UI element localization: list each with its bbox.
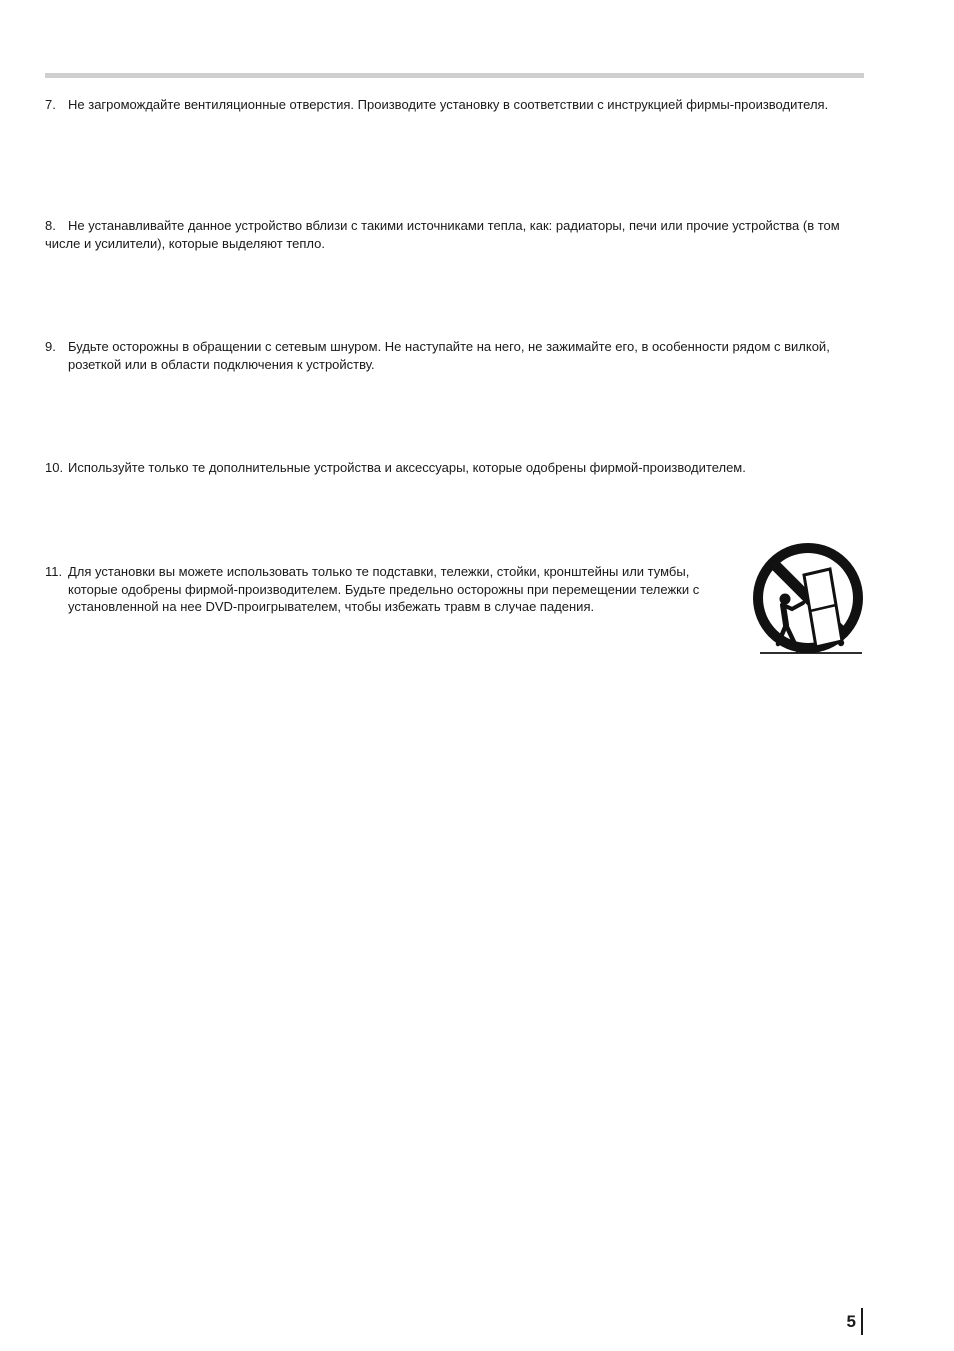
item-text: Будьте осторожны в обращении с сетевым шнуром. Не наступайте на него, не зажимайте его, в особенности рядом с вилкой, розеткой или в области подключения к устройству. — [68, 339, 830, 372]
instruction-item-9 — [45, 338, 865, 373]
item-number: 8. — [45, 218, 56, 233]
item-number: 10. — [45, 460, 64, 475]
instruction-item-8 — [45, 217, 845, 252]
header-divider — [45, 73, 864, 78]
page-number: 5 — [846, 1312, 856, 1331]
item-number: 9. — [45, 339, 56, 354]
instruction-item-10 — [45, 459, 865, 477]
page-number-divider — [861, 1308, 863, 1335]
item-text: Не устанавливайте данное устройство вблизи с такими источниками тепла, как: радиаторы, печи или прочие устройства (в том числе и усилители), которые выделяют тепло. — [45, 218, 840, 251]
item-text: Используйте только те дополнительные устройства и аксессуары, которые одобрены фирмой-производителем. — [68, 460, 746, 475]
item-number: 11. — [45, 564, 63, 579]
item-text: Для установки вы можете использовать только те подставки, тележки, стойки, кронштейны или тумбы, которые одобрены фирмой-производителем. Будьте предельно осторожны при перемещении тележки с установленной на нее DVD-проигрывателем, чтобы избежать травм в случае падения. — [68, 564, 700, 614]
cart-tip-over-warning-icon — [748, 543, 864, 657]
instruction-item-7 — [45, 96, 845, 114]
item-number: 7. — [45, 97, 56, 112]
instruction-item-11 — [45, 563, 725, 616]
item-text: Не загромождайте вентиляционные отверстия. Производите установку в соответствии с инструкцией фирмы-производителя. — [68, 97, 829, 112]
